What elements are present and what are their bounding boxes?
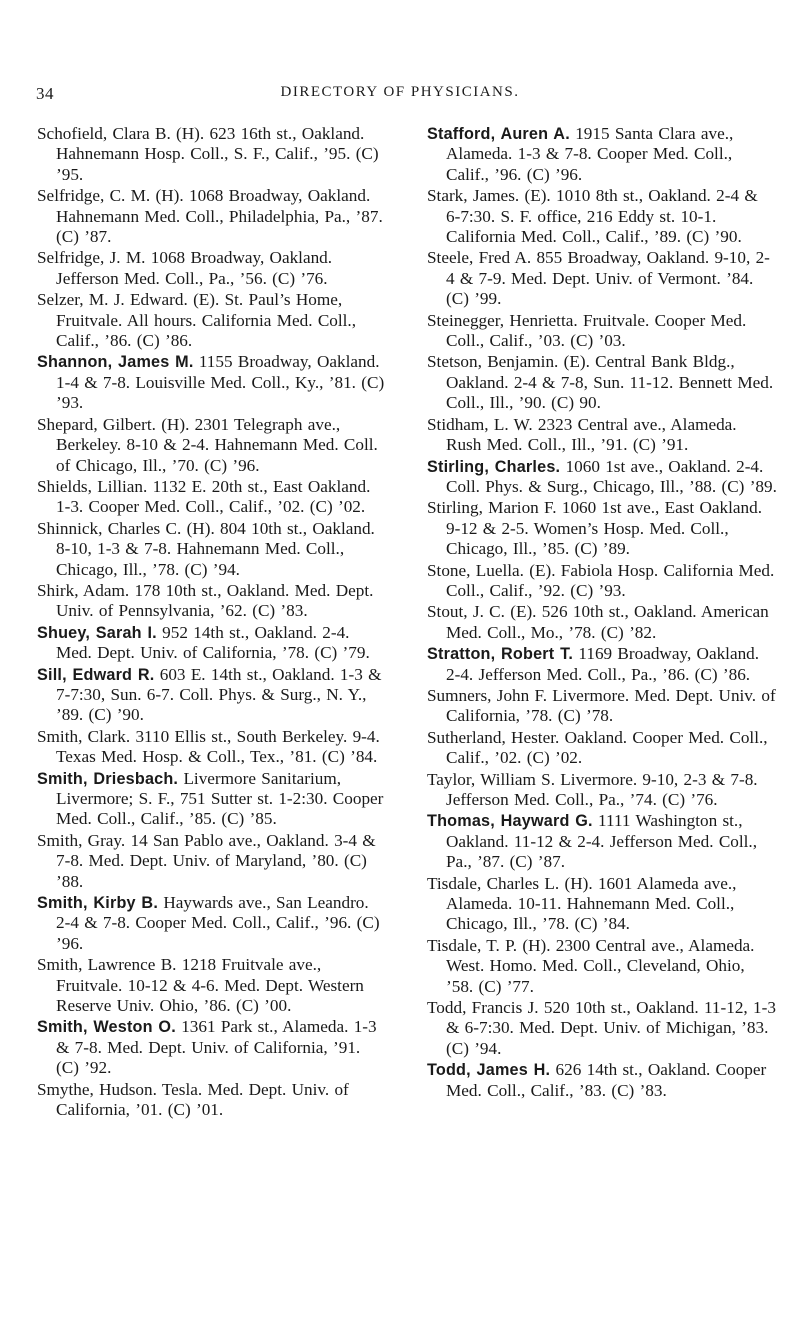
physician-details: (E). 526 10th st., Oakland. American Med. Coll., Mo., ’78. (C) ’82. [446,602,769,642]
physician-name: Sumners, John F. [427,685,547,705]
physician-name: Shannon, James M. [37,353,194,372]
directory-entry [37,1017,387,1078]
physician-name: Stout, J. C. [427,602,505,622]
physician-details: 1218 Fruitvale ave., Fruitvale. 10-12 & 4-6. Med. Dept. Western Reserve Univ. Ohio, ’86. (C) ’00. [56,955,364,1016]
running-head: DIRECTORY OF PHYSICIANS. [280,84,520,100]
physician-name: Tisdale, T. P. [427,935,518,955]
physician-name: Tisdale, Charles L. [427,873,560,893]
physician-details: 855 Broadway, Oakland. 9-10, 2-4 & 7-9. Med. Dept. Univ. of Vermont. ’84. (C) ’99. [446,248,770,309]
physician-details: (H). 2300 Central ave., Alameda. West. Homo. Med. Coll., Cleveland, Ohio, ’58. (C) ’77. [446,935,755,996]
physician-details: (H). 804 10th st., Oakland. 8-10, 1-3 & 7-8. Hahnemann Med. Coll., Chicago, Ill., ’78. (C) ’94. [56,518,375,579]
physician-details: 1155 Broadway, Oakland. 1-4 & 7-8. Louisville Med. Coll., Ky., ’81. (C) ’93. [56,352,385,413]
directory-entry [37,248,387,289]
physician-details: 520 10th st., Oakland. 11-12, 1-3 & 6-7:30. Med. Dept. Univ. of Michigan, ’83. (C) ’94. [446,998,776,1058]
directory-entry [37,727,387,768]
directory-entry [37,290,387,351]
directory-entry [37,519,387,580]
directory-entry [427,811,777,872]
physician-name: Todd, Francis J. [427,998,539,1018]
physician-details: (H). 2301 Telegraph ave., Berkeley. 8-10 & 2-4. Hahnemann Med. Coll. of Chicago, Ill., ’70. (C) ’96. [56,414,378,475]
physician-name: Stark, James. [427,186,520,206]
physician-name: Stirling, Charles. [427,457,561,476]
physician-details: Fruitvale. Cooper Med. Coll., Calif., ’03. (C) ’03. [446,310,747,351]
physician-details: Livermore Sanitarium, Livermore; S. F., 751 Sutter st. 1-2:30. Cooper Med. Coll., Calif., ’85. (C) ’85. [56,768,384,829]
physician-name: Shields, Lillian. [37,476,148,496]
directory-entry [37,124,387,185]
directory-entry [37,1080,387,1121]
directory-entry [427,1060,777,1101]
physician-name: Shinnick, Charles C. [37,518,182,538]
physician-details: (H). 623 16th st., Oakland. Hahnemann Hosp. Coll., S. F., Calif., ’95. (C) ’95. [56,124,379,184]
physician-name: Shuey, Sarah I. [37,623,157,642]
physician-details: 603 E. 14th st., Oakland. 1-3 & 7-7:30, Sun. 6-7. Coll. Phys. & Surg., N. Y., ’89. (C) ’90. [56,664,382,725]
physician-details: 1169 Broadway, Oakland. 2-4. Jefferson Med. Coll., Pa., ’86. (C) ’86. [446,644,760,684]
physician-name: Schofield, Clara B. [37,124,171,143]
physician-name: Stone, Luella. [427,560,524,580]
directory-entry [427,311,777,352]
directory-entry [427,415,777,456]
page-number: 34 [36,84,54,103]
directory-entry [427,457,777,498]
directory-entry [427,352,777,413]
directory-entry [37,581,387,622]
physician-details: 1060 1st ave., Oakland. 2-4. Coll. Phys. & Surg., Chicago, Ill., ’88. (C) ’89. [446,456,777,496]
right-column [427,124,777,1102]
directory-entry [427,498,777,559]
directory-entry [427,124,777,185]
physician-name: Smythe, Hudson. [37,1079,157,1099]
physician-name: Smith, Gray. [37,830,126,850]
directory-entry [37,955,387,1016]
physician-name: Steinegger, Henrietta. [427,310,578,330]
page-header [0,84,800,108]
physician-details: 1111 Washington st., Oakland. 11-12 & 2-4. Jefferson Med. Coll., Pa., ’87. (C) ’87. [446,811,758,872]
directory-entry [427,248,777,309]
directory-entry [37,769,387,830]
physician-details: 1361 Park st., Alameda. 1-3 & 7-8. Med. Dept. Univ. of California, ’91. (C) ’92. [56,1017,377,1078]
physician-details: 1915 Santa Clara ave., Alameda. 1-3 & 7-8. Cooper Med. Coll., Calif., ’96. (C) ’96. [446,124,734,184]
physician-details: Oakland. Cooper Med. Coll., Calif., ’02. (C) ’02. [446,727,768,768]
directory-entry [37,477,387,518]
physician-details: 626 14th st., Oakland. Cooper Med. Coll., Calif., ’83. (C) ’83. [446,1060,767,1100]
directory-entry [37,665,387,726]
physician-name: Stratton, Robert T. [427,645,574,664]
left-column [37,124,387,1122]
physician-name: Todd, James H. [427,1061,551,1080]
physician-name: Steele, Fred A. [427,248,532,268]
physician-name: Smith, Lawrence B. [37,955,177,975]
physician-name: Stafford, Auren A. [427,125,570,143]
physician-name: Shirk, Adam. [37,580,130,600]
physician-name: Sutherland, Hester. [427,727,560,747]
physician-name: Selzer, M. J. Edward. [37,290,188,310]
physician-name: Selfridge, J. M. [37,248,146,268]
physician-name: Selfridge, C. M. [37,186,151,206]
directory-entry [37,893,387,954]
directory-entry [427,998,777,1059]
physician-name: Stidham, L. W. [427,414,533,434]
physician-details: 3110 Ellis st., South Berkeley. 9-4. Texas Med. Hosp. & Coll., Tex., ’81. (C) ’84. [56,726,380,767]
directory-entry [427,770,777,811]
directory-entry [427,874,777,935]
directory-entry [37,415,387,476]
physician-details: 14 San Pablo ave., Oakland. 3-4 & 7-8. Med. Dept. Univ. of Maryland, ’80. (C) ’88. [56,830,376,891]
physician-name: Smith, Clark. [37,726,131,746]
physician-details: 1132 E. 20th st., East Oakland. 1-3. Cooper Med. Coll., Calif., ’02. (C) ’02. [56,476,371,517]
physician-details: (E). 1010 8th st., Oakland. 2-4 & 6-7:30. S. F. office, 216 Eddy st. 10-1. California Med. Coll., Calif., ’89. (C) ’90. [446,186,758,247]
physician-details: Livermore. 9-10, 2-3 & 7-8. Jefferson Med. Coll., Pa., ’74. (C) ’76. [446,769,758,809]
physician-name: Thomas, Hayward G. [427,812,593,831]
directory-entry [427,728,777,769]
physician-details: (H). 1068 Broadway, Oakland. Hahnemann Med. Coll., Philadelphia, Pa., ’87. (C) ’87. [56,186,383,247]
directory-entry [37,831,387,892]
directory-entry [427,561,777,602]
directory-entry [427,936,777,997]
directory-entry [37,352,387,413]
directory-entry [427,686,777,727]
directory-entry [427,644,777,685]
physician-name: Smith, Kirby B. [37,894,159,913]
physician-details: (E). Fabiola Hosp. California Med. Coll., Calif., ’92. (C) ’93. [446,560,775,600]
physician-details: 1068 Broadway, Oakland. Jefferson Med. Coll., Pa., ’56. (C) ’76. [56,248,333,288]
directory-entry [37,186,387,247]
physician-name: Stirling, Marion F. [427,498,557,518]
physician-details: (H). 1601 Alameda ave., Alameda. 10-11. Hahnemann Med. Coll., Chicago, Ill., ’78. (C) ’84. [446,873,737,934]
directory-entry [427,602,777,643]
physician-details: 952 14th st., Oakland. 2-4. Med. Dept. Univ. of California, ’78. (C) ’79. [56,622,370,663]
physician-details: (E). Central Bank Bldg., Oakland. 2-4 & 7-8, Sun. 11-12. Bennett Med. Coll., Ill., ’90. (C) 90. [446,352,774,413]
physician-details: Livermore. Med. Dept. Univ. of California, ’78. (C) ’78. [446,685,776,726]
physician-name: Smith, Weston O. [37,1018,176,1037]
physician-name: Shepard, Gilbert. [37,414,156,434]
directory-entry [427,186,777,247]
physician-name: Stetson, Benjamin. [427,352,559,372]
physician-details: (E). St. Paul’s Home, Fruitvale. All hours. California Med. Coll., Calif., ’86. (C) ’86. [56,290,357,351]
physician-name: Taylor, William S. [427,769,555,789]
physician-name: Sill, Edward R. [37,665,155,684]
physician-details: Haywards ave., San Leandro. 2-4 & 7-8. Cooper Med. Coll., Calif., ’96. (C) ’96. [56,893,380,953]
physician-details: 1060 1st ave., East Oakland. 9-12 & 2-5. Women’s Hosp. Med. Coll., Chicago, Ill., ’85. (C) ’89. [446,498,763,559]
physician-name: Smith, Driesbach. [37,769,179,788]
directory-entry [37,623,387,664]
physician-details: 2323 Central ave., Alameda. Rush Med. Coll., Ill., ’91. (C) ’91. [446,414,737,455]
physician-details: Tesla. Med. Dept. Univ. of California, ’01. (C) ’01. [56,1079,349,1120]
physician-details: 178 10th st., Oakland. Med. Dept. Univ. of Pennsylvania, ’62. (C) ’83. [56,580,374,621]
